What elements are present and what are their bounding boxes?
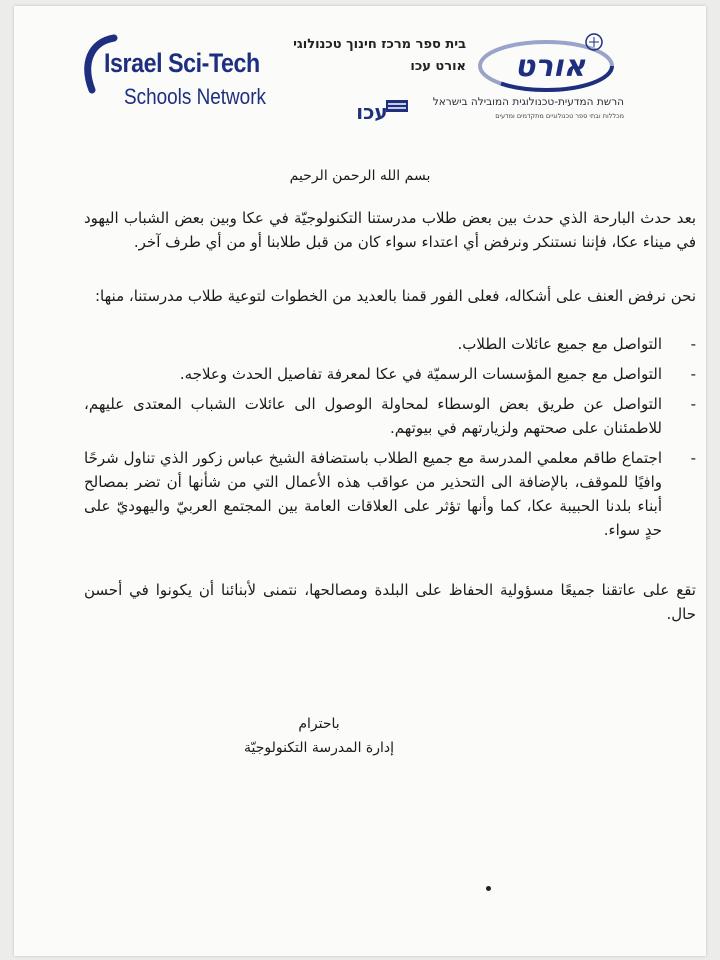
ort-tagline: הרשת המדעית-טכנולוגית המובילה בישראל [432,96,624,108]
ort-emblem-icon [454,30,654,96]
akko-city-logo [332,96,412,124]
list-item-text: التواصل مع جميع عائلات الطلاب. [457,335,662,353]
list-item-text: التواصل عن طريق بعض الوسطاء لمحاولة الوصول الى عائلات الشباب المعتدى عليهم، للاطمئنان على صحتهم ولزيارتهم في بيوتهم. [84,395,662,437]
closing-regards: باحترام [298,716,340,732]
ort-subtagline: מכללות ובתי ספר טכנולוגיים מתקדמים ומדעים [495,112,624,120]
list-item-text: التواصل مع جميع المؤسسات الرسميّة في عكا لمعرفة تفاصيل الحدث وعلاجه. [179,365,662,383]
school-name-line2: אורט עכו [410,59,466,74]
list-item [84,446,696,542]
closing-signature: إدارة المدرسة التكنولوجيّة [243,740,395,756]
closing-block [174,712,464,760]
school-name [293,34,466,78]
bullet-marker: - [690,365,696,383]
basmala: بسم الله الرحمن الرحيم [289,168,431,184]
paragraph-incident: بعد حدث البارحة الذي حدث بين بعض طلاب مدرستنا التكنولوجيّة في عكا وبين بعض الشباب اليهود في ميناء عكا، فإننا نستنكر ونرفض أي اعتداء سواء كان من قبل طلابنا أو من أي طرف آخر. [84,209,696,251]
bullet-marker: - [690,449,696,467]
list-item [84,332,696,356]
list-item [84,362,696,386]
school-name-line1: בית ספר מרכז חינוך טכנולוגי [293,37,466,52]
sci-tech-logo-line2: Schools Network [124,84,266,109]
list-item-text: اجتماع طاقم معلمي المدرسة مع جميع الطلاب باستضافة الشيخ عباس زكور الذي تناول شرحًا وافيًا للموقف، بالإضافة الى التحذير من عواقب هذه الأعمال التي من شأنها أن تضر بمصالح أبناء بلدنا الحبيبة عكا، كما وأنها تؤثر على العلاقات العامة بين المجتمع العربيّ واليهوديّ على حدٍ سواء. [84,449,662,539]
ink-dot [486,886,491,891]
paragraph-responsibility: تقع على عاتقنا جميعًا مسؤولية الحفاظ على البلدة ومصالحها، نتمنى لأبنائنا أن يكونوا في أحسن حال. [84,581,696,623]
ort-wordmark: אורט [514,49,586,84]
steps-list [84,332,696,548]
list-item [84,392,696,440]
bullet-marker: - [690,395,696,413]
sci-tech-logo-line1: Israel Sci-Tech [104,48,260,78]
akko-logo-text: עכו [356,100,388,124]
paragraph-steps-intro: نحن نرفض العنف على أشكاله، فعلى الفور قمنا بالعديد من الخطوات لتوعية طلاب مدرستنا، منها: [95,287,696,305]
bullet-marker: - [690,335,696,353]
sci-tech-logo [80,34,266,124]
letter-sheet [14,6,706,956]
